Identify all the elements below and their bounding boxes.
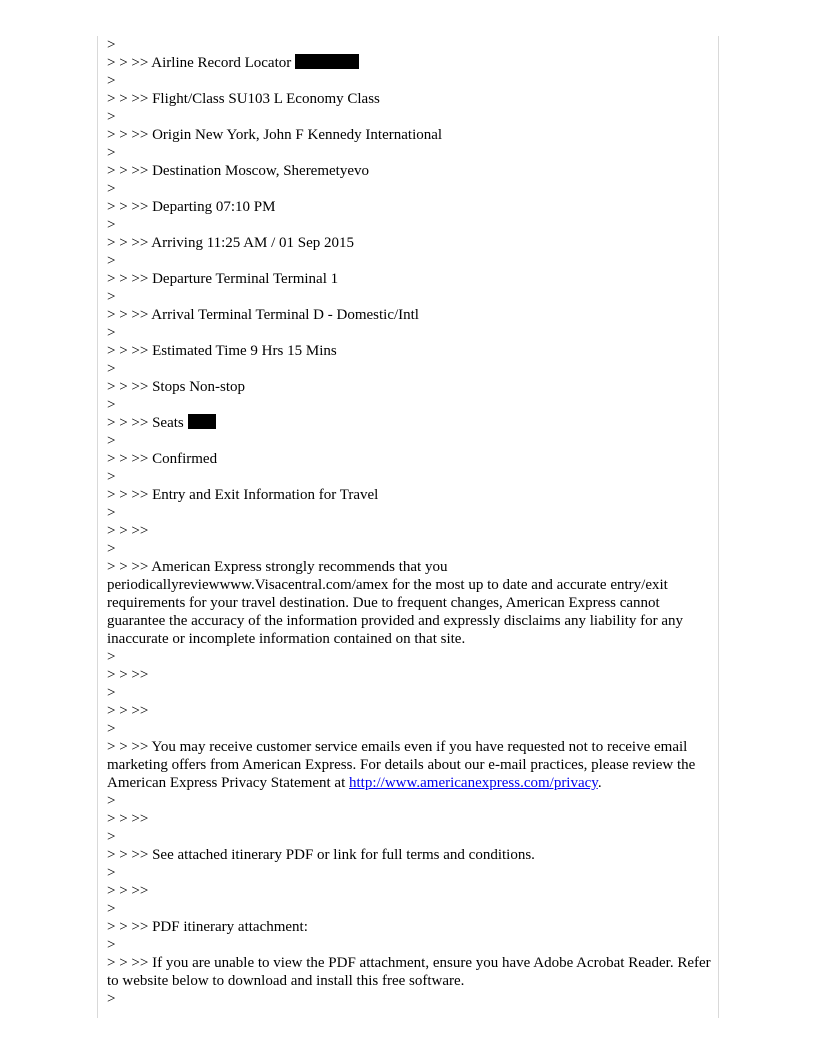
seats-line	[107, 414, 712, 432]
quote-prefix: > > >>	[107, 739, 149, 755]
quote-marker: >	[107, 109, 116, 125]
quote-marker: >	[107, 793, 116, 809]
quote-marker: >	[107, 649, 116, 665]
entry-exit-heading-line	[107, 486, 712, 504]
quote-marker: >	[107, 685, 116, 701]
quote-marker: >	[107, 289, 116, 305]
quote-marker: >	[107, 865, 116, 881]
pdf-attachment-line	[107, 918, 712, 936]
empty-quote-line: > > >>	[107, 523, 149, 539]
arrival-terminal: Arrival Terminal Terminal D - Domestic/Intl	[151, 307, 419, 323]
quote-marker: >	[107, 505, 116, 521]
quote-prefix: > > >>	[107, 91, 149, 107]
adobe-reader-text: If you are unable to view the PDF attachment, ensure you have Adobe Acrobat Reader. Refer to website below to download and install this free software.	[107, 955, 715, 989]
quote-prefix: > > >>	[107, 127, 149, 143]
quote-marker: >	[107, 73, 116, 89]
quote-prefix: > > >>	[107, 343, 149, 359]
quote-marker: >	[107, 325, 116, 341]
confirmed-line	[107, 450, 712, 468]
quote-prefix: > > >>	[107, 199, 149, 215]
arriving-line	[107, 234, 712, 252]
quote-marker: >	[107, 937, 116, 953]
redacted-locator	[295, 54, 359, 69]
origin: Origin New York, John F Kennedy International	[152, 127, 443, 143]
quote-marker: >	[107, 397, 116, 413]
estimated-time-line	[107, 342, 712, 360]
departing: Departing 07:10 PM	[152, 199, 276, 215]
pdf-attachment-label: PDF itinerary attachment:	[152, 919, 308, 935]
adobe-reader-paragraph	[107, 954, 715, 990]
quote-prefix: > > >>	[107, 847, 149, 863]
quote-marker: >	[107, 829, 116, 845]
quote-marker: >	[107, 541, 116, 557]
destination-line	[107, 162, 712, 180]
amex-recommendation-paragraph	[107, 558, 712, 648]
privacy-period: .	[597, 775, 602, 791]
quote-marker: >	[107, 469, 116, 485]
stops: Stops Non-stop	[152, 379, 246, 395]
privacy-paragraph	[107, 738, 712, 792]
quote-marker: >	[107, 361, 116, 377]
quote-marker: >	[107, 37, 116, 53]
quote-marker: >	[107, 145, 116, 161]
empty-quote-line: > > >>	[107, 811, 149, 827]
stops-line	[107, 378, 712, 396]
see-attached: See attached itinerary PDF or link for full terms and conditions.	[152, 847, 535, 863]
quote-marker: >	[107, 181, 116, 197]
record-locator-label: Airline Record Locator	[151, 55, 292, 71]
entry-exit-heading: Entry and Exit Information for Travel	[152, 487, 379, 503]
seats-label: Seats	[152, 415, 184, 431]
departure-terminal-line	[107, 270, 712, 288]
see-attached-line	[107, 846, 712, 864]
amex-recommendation: American Express strongly recommends that you periodicallyreviewwww.Visacentral.com/amex for the most up to date and accurate entry/exit requirements for your travel destination. Due to frequent changes, American Express cannot guarantee the accuracy of the information provided and expressly disclaims any liability for any inaccurate or incomplete information contained on that site.	[107, 559, 687, 647]
quote-prefix: > > >>	[107, 487, 149, 503]
quote-prefix: > > >>	[107, 955, 149, 971]
quote-prefix: > > >>	[107, 919, 149, 935]
quote-marker: >	[107, 217, 116, 233]
privacy-text: You may receive customer service emails even if you have requested not to receive email marketing offers from American Express. For details about our e-mail practices, please review the American Express Privacy Statement at	[107, 739, 699, 791]
flight-class: Flight/Class SU103 L Economy Class	[152, 91, 380, 107]
quote-prefix: > > >>	[107, 559, 149, 575]
quote-prefix: > > >>	[107, 163, 149, 179]
arrival-terminal-line	[107, 306, 712, 324]
origin-line	[107, 126, 712, 144]
estimated-time: Estimated Time 9 Hrs 15 Mins	[152, 343, 337, 359]
quote-prefix: > > >>	[107, 55, 149, 71]
quote-marker: >	[107, 991, 116, 1007]
departure-terminal: Departure Terminal Terminal 1	[152, 271, 339, 287]
quote-prefix: > > >>	[107, 415, 149, 431]
arriving: Arriving 11:25 AM / 01 Sep 2015	[151, 235, 355, 251]
empty-quote-line: > > >>	[107, 667, 149, 683]
quote-prefix: > > >>	[107, 235, 149, 251]
confirmed-status: Confirmed	[152, 451, 218, 467]
quote-prefix: > > >>	[107, 379, 149, 395]
empty-quote-line: > > >>	[107, 883, 149, 899]
quote-prefix: > > >>	[107, 271, 149, 287]
quote-marker: >	[107, 721, 116, 737]
destination: Destination Moscow, Sheremetyevo	[152, 163, 369, 179]
redacted-seats	[188, 414, 216, 429]
privacy-link[interactable]: http://www.americanexpress.com/privacy	[349, 775, 598, 791]
quote-prefix: > > >>	[107, 451, 149, 467]
empty-quote-line: > > >>	[107, 703, 149, 719]
departing-line	[107, 198, 712, 216]
quote-marker: >	[107, 901, 116, 917]
record-locator-line	[107, 54, 712, 72]
quote-marker: >	[107, 253, 116, 269]
quote-prefix: > > >>	[107, 307, 149, 323]
flight-class-line	[107, 90, 712, 108]
email-body	[107, 36, 715, 1008]
quote-marker: >	[107, 433, 116, 449]
